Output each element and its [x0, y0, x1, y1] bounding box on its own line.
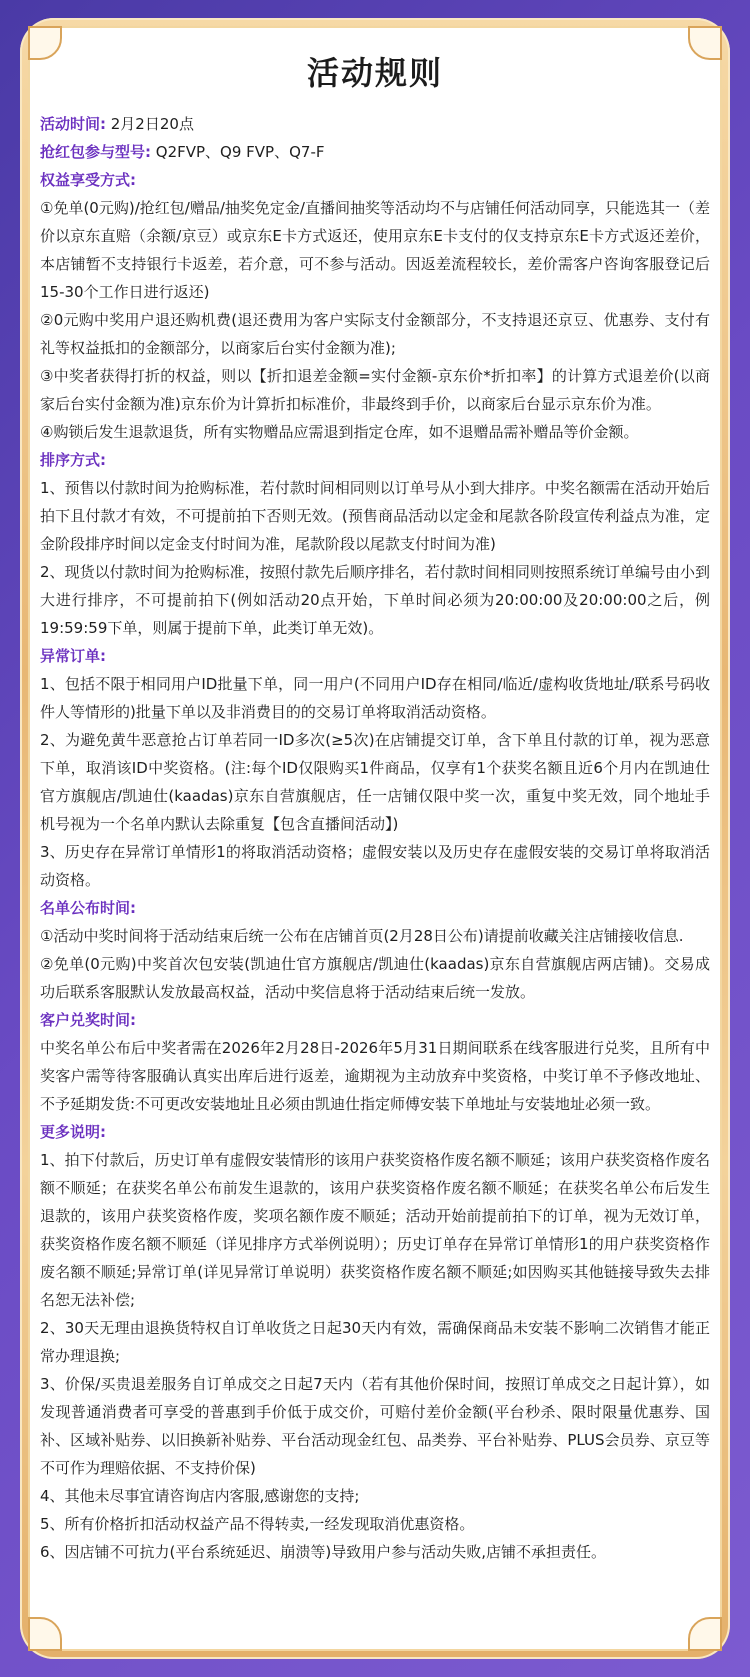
rules-content — [40, 40, 710, 1566]
rule-paragraph: ①活动中奖时间将于活动结束后统一公布在店铺首页(2月28日公布)请提前收藏关注店铺接收信息. — [40, 927, 684, 945]
rule-paragraph: 1、拍下付款后，历史订单有虚假安装情形的该用户获奖资格作废名额不顺延；该用户获奖资格作废名额不顺延；在获奖名单公布前发生退款的，该用户获奖资格作废名额不顺延；在获奖名单公布后发生退款的，该用户获奖资格作废，奖项名额作废不顺延；活动开始前提前拍下的订单，视为无效订单，获奖资格作废名额不顺延（详见排序方式举例说明）；历史订单存在异常订单情形1的用户获奖资格作废名额不顺延;异常订单(详见异常订单说明）获奖资格作废名额不顺延;如因购买其他链接导致失去排名恕无法补偿; — [40, 1151, 710, 1309]
page-title: 活动规则 — [306, 54, 443, 92]
info-value: Q2FVP、Q9 FVP、Q7-F — [151, 143, 325, 161]
section-title: 权益享受方式: — [40, 171, 136, 189]
section-abnormal-orders — [40, 642, 710, 894]
section-redemption-time — [40, 1006, 710, 1118]
section-more-notes — [40, 1118, 710, 1566]
rule-paragraph: 6、因店铺不可抗力(平台系统延迟、崩溃等)导致用户参与活动失败,店铺不承担责任。 — [40, 1543, 607, 1561]
rule-paragraph: 1、包括不限于相同用户ID批量下单，同一用户(不同用户ID存在相同/临近/虚构收货地址/联系号码收件人等情形的)批量下单以及非消费目的的交易订单将取消活动资格。 — [40, 675, 710, 721]
info-activity-time — [40, 110, 710, 138]
info-label: 抢红包参与型号: — [40, 143, 151, 161]
info-models — [40, 138, 710, 166]
rule-paragraph: ②0元购中奖用户退还购机费(退还费用为客户实际支付金额部分，不支持退还京豆、优惠券、支付有礼等权益抵扣的金额部分，以商家后台实付金额为准); — [40, 311, 710, 357]
info-value: 2月2日20点 — [106, 115, 194, 133]
rule-paragraph: 3、历史存在异常订单情形1的将取消活动资格；虚假安装以及历史存在虚假安装的交易订单将取消活动资格。 — [40, 843, 710, 889]
section-benefits — [40, 166, 710, 446]
section-title: 异常订单: — [40, 647, 106, 665]
section-title: 名单公布时间: — [40, 899, 136, 917]
rule-paragraph: 4、其他未尽事宜请咨询店内客服,感谢您的支持; — [40, 1487, 360, 1505]
section-title: 更多说明: — [40, 1123, 106, 1141]
rule-paragraph: ②免单(0元购)中奖首次包安装(凯迪仕官方旗舰店/凯迪仕(kaadas)京东自营旗舰店两店铺)。交易成功后联系客服默认发放最高权益，活动中奖信息将于活动结束后统一发放。 — [40, 955, 710, 1001]
rule-paragraph: 2、30天无理由退换货特权自订单收货之日起30天内有效，需确保商品未安装不影响二次销售才能正常办理退换; — [40, 1319, 710, 1365]
rule-paragraph: ④购锁后发生退款退货，所有实物赠品应需退到指定仓库，如不退赠品需补赠品等价金额。 — [40, 423, 639, 441]
rule-paragraph: ①免单(0元购)/抢红包/赠品/抽奖免定金/直播间抽奖等活动均不与店铺任何活动同享，只能选其一（差价以京东直赔（余额/京豆）或京东E卡方式返还，使用京东E卡支付的仅支持京东E卡方式返还差价，本店铺暂不支持银行卡返差，若介意，可不参与活动。因返差流程较长，差价需客户咨询客服登记后15-30个工作日进行返还) — [40, 199, 710, 301]
section-title: 客户兑奖时间: — [40, 1011, 136, 1029]
section-list-announcement — [40, 894, 710, 1006]
rule-paragraph: 3、价保/买贵退差服务自订单成交之日起7天内（若有其他价保时间，按照订单成交之日起计算），如发现普通消费者可享受的普惠到手价低于成交价，可赔付差价金额(平台秒杀、限时限量优惠券、国补、区域补贴券、以旧换新补贴券、平台活动现金红包、品类券、平台补贴券、PLUS会员券、京豆等不可作为理赔依据、不支持价保) — [40, 1375, 710, 1477]
info-label: 活动时间: — [40, 115, 106, 133]
rule-paragraph: ③中奖者获得打折的权益，则以【折扣退差金额=实付金额-京东价*折扣率】的计算方式退差价(以商家后台实付金额为准)京东价为计算折扣标准价，非最终到手价，以商家后台显示京东价为准。 — [40, 367, 710, 413]
rule-paragraph: 中奖名单公布后中奖者需在2026年2月28日-2026年5月31日期间联系在线客服进行兑奖，且所有中奖客户需等待客服确认真实出库后进行返差，逾期视为主动放弃中奖资格，中奖订单不予修改地址、不予延期发货:不可更改安装地址且必须由凯迪仕指定师傅安装下单地址与安装地址必须一致。 — [40, 1039, 710, 1113]
section-title: 排序方式: — [40, 451, 106, 469]
rule-paragraph: 5、所有价格折扣活动权益产品不得转卖,一经发现取消优惠资格。 — [40, 1515, 475, 1533]
rule-paragraph: 2、为避免黄牛恶意抢占订单若同一ID多次(≥5次)在店铺提交订单，含下单且付款的订单，视为恶意下单，取消该ID中奖资格。(注:每个ID仅限购买1件商品，仅享有1个获奖名额且近6个月内在凯迪仕官方旗舰店/凯迪仕(kaadas)京东自营旗舰店，任一店铺仅限中奖一次，重复中奖无效，同个地址手机号视为一个名单内默认去除重复【包含直播间活动】) — [40, 731, 710, 833]
section-ranking — [40, 446, 710, 642]
rule-paragraph: 1、预售以付款时间为抢购标准，若付款时间相同则以订单号从小到大排序。中奖名额需在活动开始后拍下且付款才有效，不可提前拍下否则无效。(预售商品活动以定金和尾款各阶段宣传利益点为准，定金阶段排序时间以定金支付时间为准，尾款阶段以尾款支付时间为准) — [40, 479, 710, 553]
rule-paragraph: 2、现货以付款时间为抢购标准，按照付款先后顺序排名，若付款时间相同则按照系统订单编号由小到大进行排序，不可提前拍下(例如活动20点开始，下单时间必须为20:00:00及20:00:00之后，例19:59:59下单，则属于提前下单，此类订单无效)。 — [40, 563, 710, 637]
